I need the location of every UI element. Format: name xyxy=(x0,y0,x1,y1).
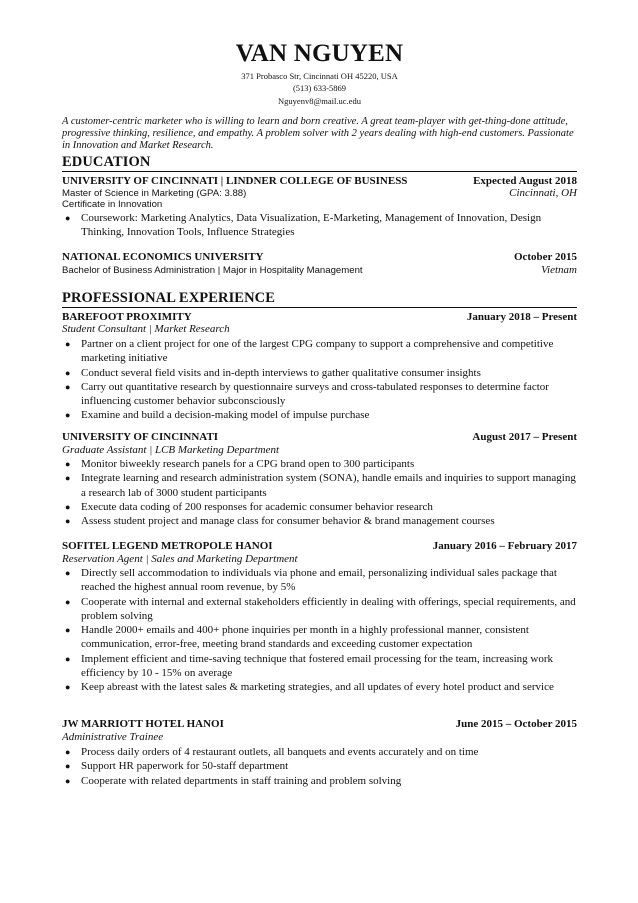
list-item: ● Directly sell accommodation to individuals via phone and email, personalizing individual sales package that reached the highest annual room revenue, by 5% xyxy=(65,567,557,594)
list-item: ● Implement efficient and time-saving technique that fostered email processing for the team, increasing work efficiency by 10 - 15% on average xyxy=(65,652,554,680)
job-role-row xyxy=(62,444,577,457)
list-item: ● Integrate learning and research administration system (SONA), handle emails and inquiries to support managing a research lab of 3000 student participants xyxy=(65,472,576,499)
list-item: ● Cooperate with related departments in staff training and problem solving xyxy=(65,774,402,787)
bullet-icon: ● xyxy=(65,410,71,421)
bullet-icon: ● xyxy=(65,775,71,786)
edu-school: UNIVERSITY OF CINCINNATI | LINDNER COLLEGE OF BUSINESS xyxy=(62,175,408,187)
address: 371 Probasco Str, Cincinnati OH 45220, USA xyxy=(241,71,398,81)
list-item: ● Assess student project and manage class for consumer behavior & brand management courses xyxy=(65,515,495,528)
edu-location: Vietnam xyxy=(541,264,577,276)
edu-degree-row xyxy=(62,264,577,277)
job-date: January 2016 – February 2017 xyxy=(432,540,577,552)
edu-degree: Master of Science in Marketing (GPA: 3.88) xyxy=(62,188,247,199)
list-item: ● Keep abreast with the latest sales & marketing strategies, and all updates of every hotel product and service xyxy=(65,681,554,694)
bullet-icon: ● xyxy=(65,568,71,578)
job-company: SOFITEL LEGEND METROPOLE HANOI xyxy=(62,540,273,552)
bullet-icon: ● xyxy=(65,459,71,469)
job-role: Graduate Assistant | LCB Marketing Department xyxy=(62,444,280,456)
list-item: ● Execute data coding of 200 responses for academic consumer behavior research xyxy=(65,500,433,513)
bullet-icon: ● xyxy=(65,682,71,693)
bullet-icon: ● xyxy=(65,473,71,484)
job-date: August 2017 – Present xyxy=(472,431,577,443)
edu-location: Cincinnati, OH xyxy=(509,187,577,199)
list-item: ● Support HR paperwork for 50-staff department xyxy=(65,760,289,773)
summary: A customer-centric marketer who is willing to learn and born creative. A great team-player with get-thing-done attitude, progressive thinking, resilience, and empathy. A problem solver with 2 years dealing with high-end customers. Passionate in Innovation and Market Research. xyxy=(62,116,574,152)
list-item: ● Process daily orders of 4 restaurant outlets, all banquets and events accurately and on time xyxy=(65,746,479,758)
list-item: ● Partner on a client project for one of the largest CPG company to support a comprehensive and competitive marketing initiative xyxy=(65,338,554,365)
job-bullet-list xyxy=(62,457,577,528)
list-item: ● Carry out quantitative research by questionnaire surveys and cross-tabulated responses to determine factor influencing customer behavior subconsciously xyxy=(65,380,549,408)
job-bullet-list xyxy=(62,566,577,695)
list-item: ● Cooperate with internal and external stakeholders efficiently in dealing with offerings, special requirements, and problem solving xyxy=(65,595,576,622)
job-header xyxy=(62,540,577,553)
bullet-icon: ● xyxy=(65,367,71,378)
edu-date: October 2015 xyxy=(513,251,577,263)
edu-certificate: Certificate in Innovation xyxy=(62,199,163,210)
job-bullet-list xyxy=(62,745,577,788)
list-item: ● Examine and build a decision-making model of impulse purchase xyxy=(65,409,370,422)
job-role: Reservation Agent | Sales and Marketing Department xyxy=(62,553,298,565)
bullet-icon: ● xyxy=(65,516,71,527)
job-company: JW MARRIOTT HOTEL HANOI xyxy=(62,718,224,730)
list-item: ● Conduct several field visits and in-depth interviews to gather qualitative consumer insights xyxy=(65,366,481,379)
phone: (513) 633-5869 xyxy=(292,83,347,93)
bullet-icon: ● xyxy=(65,625,71,636)
job-header xyxy=(62,718,577,731)
job-role-row xyxy=(62,323,577,336)
bullet-icon: ● xyxy=(65,761,71,772)
bullet-icon: ● xyxy=(65,339,71,349)
edu-bullet-list xyxy=(62,211,577,240)
list-item: ● Coursework: Marketing Analytics, Data Visualization, E-Marketing, Management of Innovation, Design Thinking, Innovation Tools, Influence Strategies xyxy=(65,212,542,239)
job-role-row xyxy=(62,731,577,744)
job-company: UNIVERSITY OF CINCINNATI xyxy=(62,431,219,443)
candidate-name: VAN NGUYEN xyxy=(235,40,404,67)
job-role: Administrative Trainee xyxy=(62,731,164,743)
bullet-icon: ● xyxy=(65,501,71,512)
job-date: January 2018 – Present xyxy=(466,311,577,323)
job-role-row xyxy=(62,553,577,566)
job-date: June 2015 – October 2015 xyxy=(455,718,577,730)
section-experience-title: PROFESSIONAL EXPERIENCE xyxy=(62,290,577,308)
bullet-icon: ● xyxy=(65,596,71,607)
bullet-icon: ● xyxy=(65,381,71,392)
job-role: Student Consultant | Market Research xyxy=(62,323,230,335)
bullet-icon: ● xyxy=(65,747,71,757)
edu-school: NATIONAL ECONOMICS UNIVERSITY xyxy=(62,251,264,263)
email: Nguyenv8@mail.uc.edu xyxy=(278,96,361,106)
job-bullet-list xyxy=(62,337,577,423)
edu-extra-row xyxy=(62,198,577,211)
job-header xyxy=(62,431,577,444)
edu-entry-header xyxy=(62,251,577,264)
edu-date: Expected August 2018 xyxy=(473,175,577,187)
list-item: ● Handle 2000+ emails and 400+ phone inquiries per month in a highly professional manner, consistent communication, error-free, meeting brand standards and exceeding customer expectation xyxy=(65,624,529,651)
list-item: ● Monitor biweekly research panels for a CPG brand open to 300 participants xyxy=(65,458,415,470)
edu-degree: Bachelor of Business Administration | Major in Hospitality Management xyxy=(62,265,363,276)
job-company: BAREFOOT PROXIMITY xyxy=(62,311,192,323)
section-education-title: EDUCATION xyxy=(62,154,577,172)
bullet-icon: ● xyxy=(65,653,71,664)
bullet-icon: ● xyxy=(65,213,71,223)
